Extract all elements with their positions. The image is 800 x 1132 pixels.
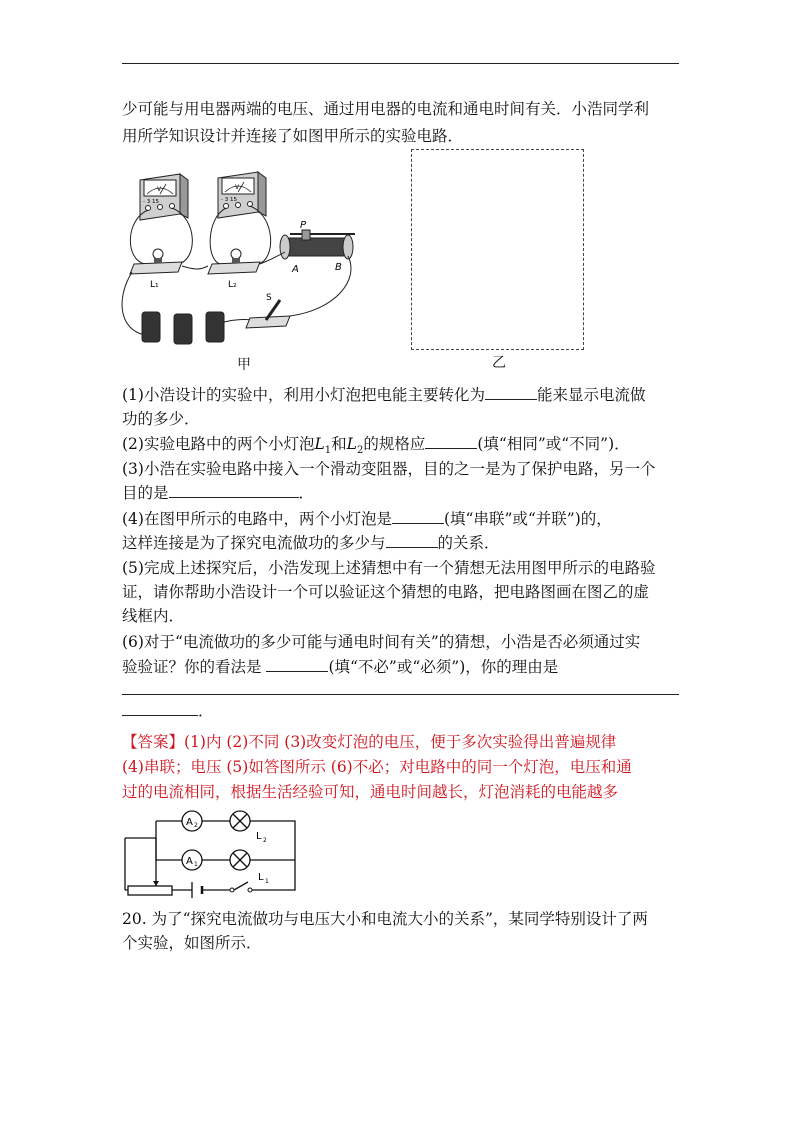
svg-text:S: S (266, 293, 272, 303)
ammeter-a1 (182, 850, 202, 870)
svg-text:A: A (186, 856, 193, 867)
intro-line-2: 用所学知识设计并连接了如图甲所示的实验电路． (122, 127, 464, 145)
question-1-line-2: 功的多少． (122, 410, 200, 428)
svg-text:- 3 15: - 3 15 (143, 199, 159, 205)
svg-text:- 3 15: - 3 15 (221, 197, 237, 203)
svg-text:1: 1 (265, 878, 269, 885)
blank-q6-3[interactable] (122, 701, 198, 716)
switch-s (246, 293, 290, 328)
blank-q1[interactable] (485, 385, 537, 400)
question-20-line-2: 个实验，如图所示． (122, 934, 262, 952)
lamp-l1-symbol (230, 850, 250, 870)
question-3-line-1: (3)小浩在实验电路中接入一个滑动变阻器，目的之一是为了保护电路，另一个 (122, 460, 656, 478)
question-6-line-3: ． (122, 699, 682, 723)
question-4-line-2: 这样连接是为了探究电流做功的多少与 的关系． (122, 534, 500, 552)
question-3-line-2: 目的是 ． (122, 484, 315, 502)
answer-line-3: 过的电流相同，根据生活经验可知，通电时间越长，灯泡消耗的电能越多 (122, 783, 619, 801)
rheostat-symbol (128, 881, 172, 895)
answer-line-1: 【答案】(1)内 (2)不同 (3)改变灯泡的电压，便于多次实验得出普遍规律 (122, 733, 617, 751)
caption-jia: 甲 (237, 357, 251, 373)
svg-text:1: 1 (194, 861, 198, 868)
blank-q6-2[interactable] (122, 680, 679, 695)
svg-text:L₁: L₁ (150, 280, 159, 290)
question-6-line-1: (6)对于“电流做功的多少可能与通电时间有关”的猜想，小浩是否必须通过实 (122, 633, 641, 651)
svg-text:A: A (292, 264, 299, 275)
rheostat (280, 220, 355, 275)
svg-text:2: 2 (194, 822, 198, 829)
svg-text:A: A (186, 817, 193, 828)
question-2: (2)实验电路中的两个小灯泡$L_1$和$L_2$的规格应 (填“相同”或“不同”)． (122, 435, 630, 457)
svg-text:L₂: L₂ (228, 280, 237, 290)
answer-circuit-diagram (120, 808, 310, 903)
figure-jia (120, 160, 370, 350)
blank-q4-1[interactable] (392, 509, 444, 524)
battery-symbol (192, 882, 202, 898)
question-4-line-1: (4)在图甲所示的电路中，两个小灯泡是 (填“串联”或“并联”)的， (122, 510, 612, 528)
lamp-l2-symbol (230, 811, 267, 844)
svg-text:B: B (335, 262, 342, 273)
question-5-line-1: (5)完成上述探究后，小浩发现上述猜想中有一个猜想无法用图甲所示的电路验 (122, 559, 656, 577)
blank-q3[interactable] (169, 483, 299, 498)
svg-text:P: P (300, 220, 307, 231)
batteries (142, 312, 224, 344)
intro-line-1: 少可能与用电器两端的电压、通过用电器的电流和通电时间有关．小浩同学利 (122, 100, 650, 118)
blank-q6-1[interactable] (266, 657, 328, 672)
header-rule (122, 63, 679, 64)
svg-text:L: L (258, 872, 264, 883)
svg-text:V: V (157, 186, 162, 193)
svg-text:V: V (235, 184, 240, 191)
question-20-line-1: 20. 为了“探究电流做功与电压大小和电流大小的关系”，某同学特别设计了两 (122, 910, 648, 928)
drawing-box-yi (411, 149, 584, 350)
blank-q2[interactable] (425, 434, 477, 449)
svg-text:2: 2 (263, 837, 267, 844)
lamp-l1 (130, 249, 182, 290)
caption-yi: 乙 (492, 355, 506, 371)
question-5-line-2: 证，请你帮助小浩设计一个可以验证这个猜想的电路，把电路图画在图乙的虚 (122, 583, 650, 601)
lamp-l2 (208, 249, 260, 290)
question-6-line-2: 验验证？你的看法是 (填“不必”或“必须”)，你的理由是 (122, 658, 559, 676)
question-5-line-3: 线框内． (122, 607, 185, 625)
svg-text:L: L (256, 831, 262, 842)
answer-line-2: (4)串联；电压 (5)如答图所示 (6)不必；对电路中的同一个灯泡，电压和通 (122, 758, 632, 776)
blank-q4-2[interactable] (386, 533, 438, 548)
ammeter-a2 (182, 811, 202, 831)
question-1-line-1: (1)小浩设计的实验中，利用小灯泡把电能主要转化为 能来显示电流做 (122, 386, 646, 404)
